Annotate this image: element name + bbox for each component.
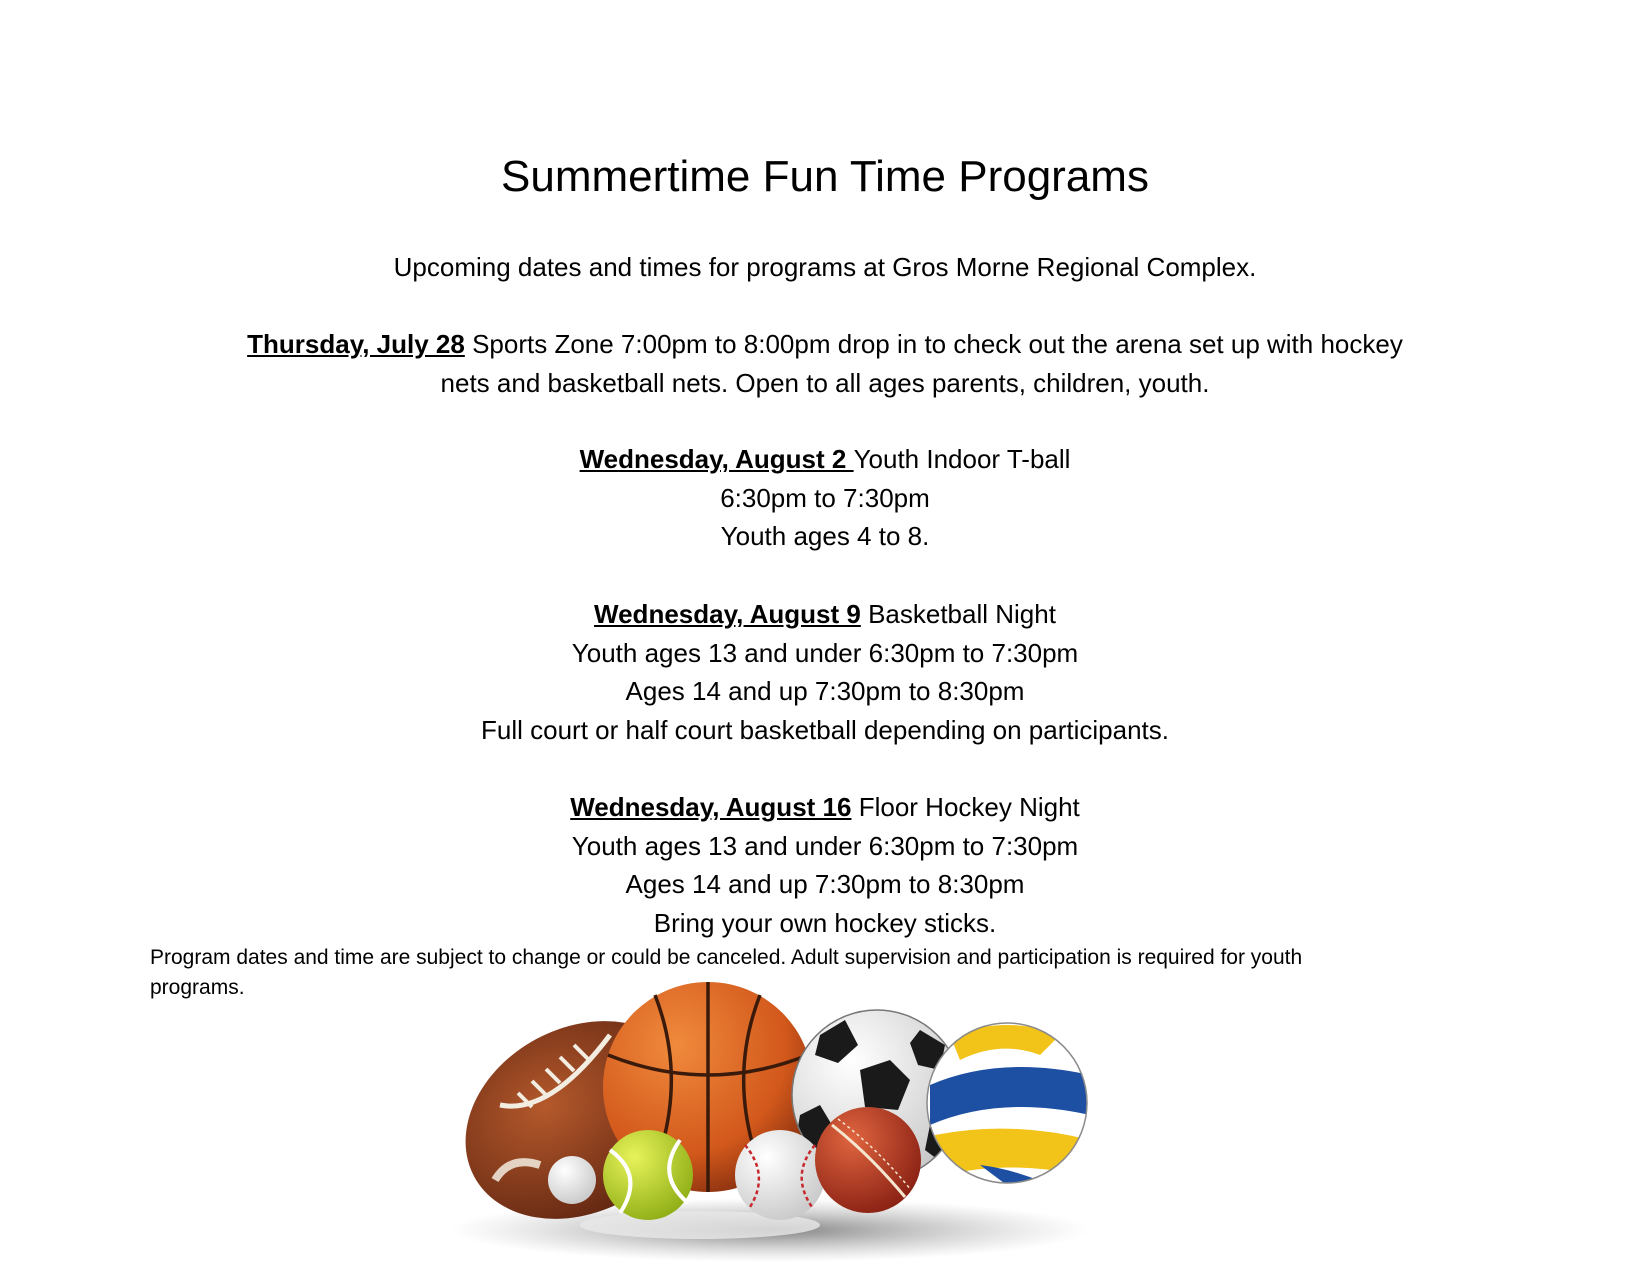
event-wednesday-august-16 (150, 788, 1500, 942)
event-line (150, 325, 1500, 364)
event-line (150, 788, 1500, 827)
event-date: Thursday, July 28 (247, 329, 465, 359)
event-thursday-july-28 (150, 325, 1500, 402)
volleyball-icon (927, 1023, 1090, 1195)
event-program-name: Youth Indoor T-ball (853, 444, 1071, 474)
sports-balls-illustration (440, 975, 1120, 1265)
event-date: Wednesday, August 16 (570, 792, 852, 822)
golf-ball-icon (548, 1156, 596, 1204)
baseball-icon (735, 1130, 825, 1220)
page-title: Summertime Fun Time Programs (501, 152, 1149, 201)
event-program-name: Basketball Night (868, 599, 1056, 629)
event-time: 6:30pm to 7:30pm (720, 482, 930, 513)
event-date: Wednesday, August 2 (579, 444, 854, 474)
event-wednesday-august-2 (150, 440, 1500, 556)
disclaimer-line: programs. (150, 976, 245, 999)
event-description: Sports Zone 7:00pm to 8:00pm drop in to check out the arena set up with hockey (472, 329, 1403, 359)
event-description: nets and basketball nets. Open to all ages parents, children, youth. (440, 367, 1210, 398)
event-time: Ages 14 and up 7:30pm to 8:30pm (625, 869, 1025, 899)
event-time: Ages 14 and up 7:30pm to 8:30pm (625, 676, 1025, 706)
event-time: Youth ages 13 and under 6:30pm to 7:30pm (571, 830, 1079, 861)
event-time: Youth ages 13 and under 6:30pm to 7:30pm (571, 637, 1079, 668)
event-line (150, 440, 1500, 479)
event-ages: Youth ages 4 to 8. (720, 521, 930, 551)
disclaimer-line: Program dates and time are subject to change or could be canceled. Adult supervision and participation is required for youth (150, 946, 1303, 969)
tennis-ball-icon (603, 1130, 693, 1220)
event-date: Wednesday, August 9 (594, 599, 861, 629)
event-note: Bring your own hockey sticks. (653, 907, 997, 938)
event-note: Full court or half court basketball depending on participants. (481, 714, 1169, 745)
cricket-ball-icon (815, 1107, 921, 1213)
event-wednesday-august-9 (150, 595, 1500, 749)
event-line (150, 595, 1500, 634)
event-program-name: Floor Hockey Night (858, 792, 1080, 822)
page-subtitle: Upcoming dates and times for programs at Gros Morne Regional Complex. (393, 252, 1257, 282)
